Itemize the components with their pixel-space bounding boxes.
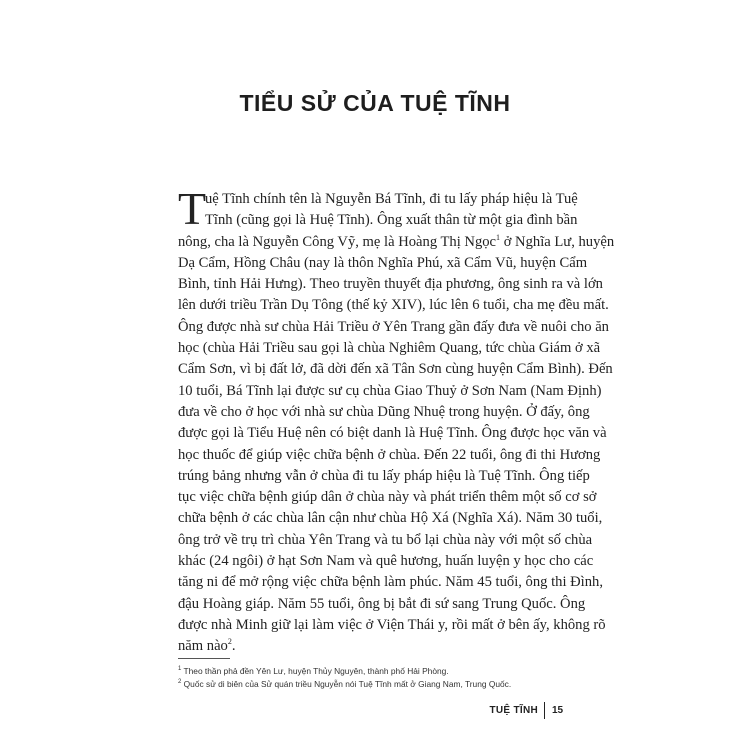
body-line: Bình, tỉnh Hải Hưng). Theo truyền thuyết địa phương, ông sinh ra và lớn bbox=[178, 276, 603, 293]
running-head: TUỆ TĨNH bbox=[489, 705, 538, 716]
body-line: tăng ni để mở rộng việc chữa bệnh làm phúc. Năm 45 tuổi, ông thi Đình, bbox=[178, 574, 603, 591]
footnote-reference: 1 bbox=[496, 232, 501, 242]
body-line-text: ở Nghĩa Lư, huyện bbox=[500, 233, 615, 250]
drop-cap: T bbox=[178, 183, 207, 234]
body-line-text: năm nào bbox=[178, 638, 228, 655]
body-line: học thuốc để giúp việc chữa bệnh ở chùa. Đến 22 tuổi, ông đi thi Hương bbox=[178, 446, 601, 463]
footnote-divider bbox=[178, 658, 230, 659]
body-line: đậu Hoàng giáp. Năm 55 tuổi, ông bị bắt đi sứ sang Trung Quốc. Ông bbox=[178, 595, 586, 612]
footer-divider bbox=[544, 702, 545, 719]
body-line: 10 tuổi, Bá Tĩnh lại được sư cụ chùa Giao Thuỷ ở Sơn Nam (Nam Định) bbox=[178, 382, 602, 399]
body-line-text: nông, cha là Nguyễn Công Vỹ, mẹ là Hoàng Thị Ngọc bbox=[178, 233, 497, 250]
body-line-last bbox=[178, 636, 574, 657]
body-paragraph bbox=[178, 232, 615, 658]
page-footer bbox=[470, 702, 574, 720]
footnote-reference: 2 bbox=[227, 637, 232, 647]
footnote-marker: 1 bbox=[178, 666, 182, 673]
body-line: uệ Tĩnh chính tên là Nguyễn Bá Tĩnh, đi tu lấy pháp hiệu là Tuệ bbox=[205, 191, 578, 207]
body-line: Ông được nhà sư chùa Hải Triều ở Yên Trang gần đấy đưa về nuôi cho ăn bbox=[178, 318, 609, 335]
footnote-text: Theo thần phả đền Yên Lư, huyện Thủy Nguyên, thành phố Hải Phòng. bbox=[181, 666, 449, 676]
body-line: Cẩm Sơn, vì bị đất lở, đã dời đến xã Tân Sơn cùng huyện Cẩm Bình). Đến bbox=[178, 361, 613, 378]
body-line: chữa bệnh ở các chùa lân cận như chùa Hộ Xá (Nghĩa Xá). Năm 30 tuổi, bbox=[178, 510, 603, 527]
body-line: được nhà Minh giữ lại làm việc ở Viện Thái y, rồi mất ở bên ấy, không rõ bbox=[178, 616, 606, 633]
body-line-with-footnote bbox=[178, 232, 615, 253]
body-line: tục việc chữa bệnh giúp dân ở chùa này và phát triển thêm một số cơ sở bbox=[178, 489, 597, 506]
opening-lines bbox=[205, 189, 578, 232]
period: . bbox=[231, 638, 236, 655]
body-line: lên dưới triều Trần Dụ Tông (thế kỷ XIV), lúc lên 6 tuổi, cha mẹ đều mất. bbox=[178, 297, 609, 314]
body-line: Dạ Cẩm, Hồng Châu (nay là thôn Nghĩa Phú, xã Cẩm Vũ, huyện Cẩm bbox=[178, 254, 588, 271]
body-line: Tĩnh (cũng gọi là Huệ Tĩnh). Ông xuất thân từ một gia đình bần bbox=[205, 212, 578, 229]
page-number: 15 bbox=[552, 705, 564, 716]
body-line: được gọi là Tiểu Huệ nên có biệt danh là Huệ Tĩnh. Ông được học văn và bbox=[178, 425, 607, 442]
footnote bbox=[178, 678, 578, 691]
footnote-marker: 2 bbox=[178, 678, 182, 685]
body-line: trúng bảng nhưng vẫn ở chùa đi tu lấy pháp hiệu là Tuệ Tĩnh. Ông tiếp bbox=[178, 467, 590, 484]
body-line: khác (24 ngôi) ở hạt Sơn Nam và quê hương, huấn luyện y học cho các bbox=[178, 553, 594, 570]
footnote bbox=[178, 665, 578, 678]
body-line: học (chùa Hải Triều sau gọi là chùa Nghiêm Quang, tức chùa Giám ở xã bbox=[178, 340, 601, 357]
body-line: đưa về cho ở học với nhà sư chùa Dũng Nhuệ trong huyện. Ở đấy, ông bbox=[178, 403, 590, 420]
footnotes bbox=[178, 665, 578, 690]
body-line: ông trở về trụ trì chùa Yên Trang và tu bổ lại chùa này với một số chùa bbox=[178, 531, 593, 548]
footnote-text: Quốc sử di biên của Sử quán triều Nguyễn nói Tuệ Tĩnh mất ở Giang Nam, Trung Quốc. bbox=[181, 678, 512, 689]
chapter-title: TIỂU SỬ CỦA TUỆ TĨNH bbox=[239, 90, 511, 116]
